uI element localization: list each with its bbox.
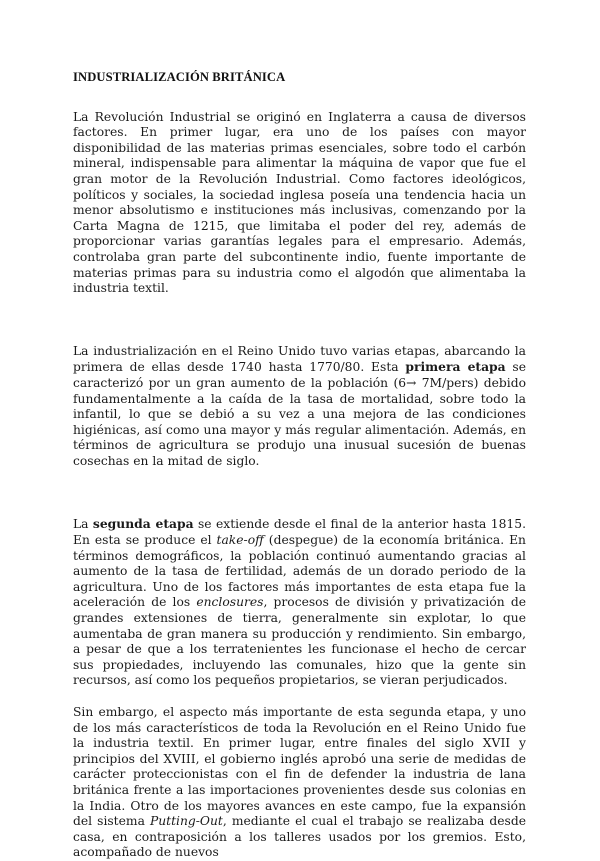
paragraph-second-stage [73, 516, 526, 689]
paragraph-text: Sin embargo, el aspecto más importante de esta segunda etapa, y uno de los más característicos de toda la Revolución en el Reino Unido fue la industria textil. En primer lugar, entre finales del siglo XVII y principios del XVIII, el gobierno inglés aprobó una serie de medidas de carácter proteccionistas con el fin de defender la industria de lana británica frente a las importaciones provenientes desde sus colonias en la India. Otro de los mayores avances en este campo, fue la expansión del sistema [73, 705, 526, 829]
paragraph-text: , procesos de división y privatización de grandes extensiones de tierra, generalmente sin explotar, lo que aumentaba de gran manera su producción y rendimiento. Sin embargo, a pesar de que a los terratenientes les funcionase el hecho de cercar sus propiedades, incluyendo las comunales, hizo que la gente sin recursos, así como los pequeños propietarios, se vieran perjudicados. [73, 595, 526, 688]
putting-out-term: Putting-Out [149, 814, 223, 829]
paragraph-text: se extiende desde el final de la anterior hasta 1815. En esta se produce el [73, 517, 526, 548]
document-title: INDUSTRIALIZACIÓN BRITÁNICA [73, 70, 286, 84]
paragraph-causes: La Revolución Industrial se originó en Inglaterra a causa de diversos factores. En primer lugar, era uno de los países con mayor disponibilidad de las materias primas esenciales, sobre todo el carbón mineral, indispensable para alimentar la máquina de vapor que fue el gran motor de la Revolución Industrial. Como factores ideológicos, políticos y sociales, la sociedad inglesa poseía una tendencia hacia un menor absolutismo e instituciones más inclusivas, comenzando por la Carta Magna de 1215, que limitaba el poder del rey, además de proporcionar varias garantías legales para el empresario. Además, controlaba gran parte del subcontinente indio, fuente importante de materias primas para su industria como el algodón que alimentaba la industria textil. [73, 109, 526, 296]
paragraph-textile-industry [73, 705, 526, 861]
paragraph-text: La [73, 517, 93, 532]
paragraph-text: , mediante el cual el trabajo se realizaba desde casa, en contraposición a los talleres usados por los gremios. Esto, acompañado de nuevos [73, 814, 526, 860]
paragraph-text: (despegue) de la economía británica. En términos demográficos, la población continuó aumentando gracias al aumento de la tasa de fertilidad, además de un dorado periodo de la agricultura. Uno de los factores más importantes de esta etapa fue la aceleración de los [73, 533, 526, 610]
paragraph-first-stage [73, 344, 526, 470]
paragraph-text: se caracterizó por un gran aumento de la población (6→ 7M/pers) debido fundamentalmente a la caída de la tasa de mortalidad, sobre todo la infantil, lo que se debió a su vez a una mejora de las condiciones higiénicas, así como una mayor y más regular alimentación. Además, en términos de agricultura se produjo una inusual sucesión de buenas cosechas en la mitad de siglo. [73, 360, 527, 468]
second-stage-term: segunda etapa [92, 516, 194, 532]
first-stage-term: primera etapa [405, 359, 506, 375]
document-page [73, 70, 526, 861]
enclosures-term: enclosures [196, 595, 264, 610]
take-off-term: take-off [216, 533, 264, 548]
paragraph-text: La industrialización en el Reino Unido tuvo varias etapas, abarcando la primera de ellas desde 1740 hasta 1770/80. Esta [73, 343, 526, 375]
